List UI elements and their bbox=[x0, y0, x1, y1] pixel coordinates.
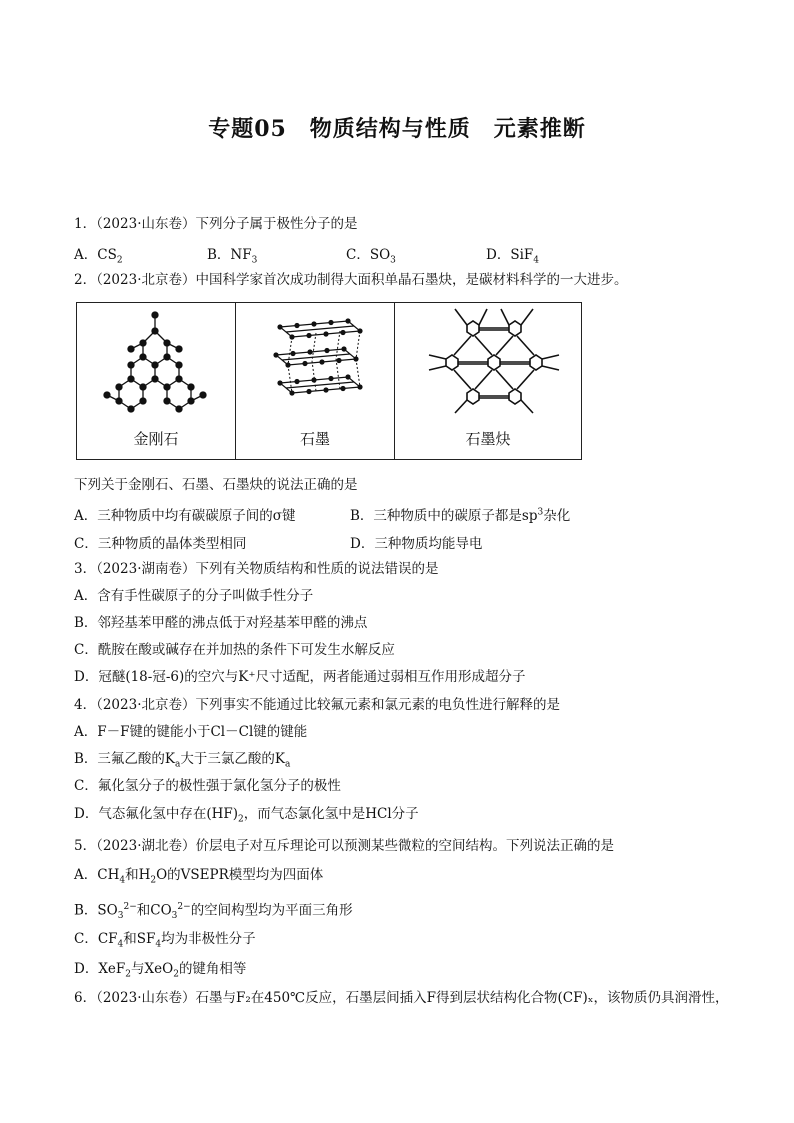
q2-option-d[interactable]: D．三种物质均能导电 bbox=[350, 536, 483, 552]
graphdiyne-caption: 石墨炔 bbox=[465, 430, 511, 448]
q3-option-a[interactable]: A．含有手性碳原子的分子叫做手性分子 bbox=[74, 588, 314, 604]
q1-option-b[interactable]: B．$NF_3$ bbox=[207, 247, 258, 266]
q3-option-d[interactable]: D．冠醚(18-冠-6)的空穴与K⁺尺寸适配，两者能通过弱相互作用形成超分子 bbox=[74, 669, 526, 685]
graphite-panel bbox=[236, 303, 395, 459]
q2-option-a[interactable]: A．三种物质中均有碳碳原子间的σ键 bbox=[74, 508, 296, 524]
q4-option-d[interactable]: D．气态氟化氢中存在$(HF)_2$，而气态氯化氢中是HCl分子 bbox=[74, 806, 419, 825]
q2-option-b[interactable]: B．三种物质中的碳原子都是$sp^3$杂化 bbox=[350, 507, 571, 524]
q3-option-c[interactable]: C．酰胺在酸或碱存在并加热的条件下可发生水解反应 bbox=[74, 642, 395, 658]
q5-option-b[interactable]: B．$SO_3^{2-}$和$CO_3^{2-}$的空间构型均为平面三角形 bbox=[74, 902, 353, 922]
q4-option-a[interactable]: A．F－F键的键能小于Cl－Cl键的键能 bbox=[74, 724, 308, 740]
graphite-caption: 石墨 bbox=[299, 430, 330, 448]
question-6-stem: 6．（2023·山东卷）石墨与F₂在450℃反应，石墨层间插入F得到层状结构化合物(CF)ₓ，该物质仍具润滑性， bbox=[74, 990, 729, 1006]
graphdiyne-panel bbox=[395, 303, 581, 459]
carbon-allotropes-figure bbox=[76, 302, 582, 460]
q1-option-d[interactable]: D．SiF$_4$ bbox=[486, 247, 539, 266]
graphite-structure-image bbox=[236, 303, 394, 413]
question-2-stem: 2．（2023·北京卷）中国科学家首次成功制得大面积单晶石墨炔，是碳材料科学的一大进步。 bbox=[74, 272, 628, 288]
q3-option-b[interactable]: B．邻羟基苯甲醛的沸点低于对羟基苯甲醛的沸点 bbox=[74, 615, 368, 631]
question-3-stem: 3．（2023·湖南卷）下列有关物质结构和性质的说法错误的是 bbox=[74, 561, 439, 577]
q1-option-a[interactable]: A．$CS_2$ bbox=[74, 247, 123, 266]
page-title: 专题05 物质结构与性质 元素推断 bbox=[208, 116, 586, 142]
q2-option-c[interactable]: C．三种物质的晶体类型相同 bbox=[74, 536, 247, 552]
graphdiyne-structure-image bbox=[395, 303, 581, 415]
question-5-stem: 5．（2023·湖北卷）价层电子对互斥理论可以预测某些微粒的空间结构。下列说法正确的是 bbox=[74, 838, 614, 854]
question-1-stem: 1．（2023·山东卷）下列分子属于极性分子的是 bbox=[74, 216, 358, 232]
q5-option-a[interactable]: A．$CH_4$和$H_2O$的VSEPR模型均为四面体 bbox=[74, 867, 324, 886]
q4-option-b[interactable]: B．三氟乙酸的$K_a$大于三氯乙酸的$K_a$ bbox=[74, 751, 291, 770]
q5-option-d[interactable]: D．XeF$_2$与XeO$_2$的键角相等 bbox=[74, 961, 247, 980]
q5-option-c[interactable]: C．$CF_4$和$SF_4$均为非极性分子 bbox=[74, 931, 256, 950]
diamond-panel bbox=[77, 303, 236, 459]
question-4-stem: 4．（2023·北京卷）下列事实不能通过比较氟元素和氯元素的电负性进行解释的是 bbox=[74, 697, 560, 713]
q1-option-c[interactable]: C．$SO_3$ bbox=[346, 247, 396, 266]
question-2-lead: 下列关于金刚石、石墨、石墨炔的说法正确的是 bbox=[74, 477, 358, 493]
q4-option-c[interactable]: C．氟化氢分子的极性强于氯化氢分子的极性 bbox=[74, 778, 341, 794]
diamond-structure-image bbox=[77, 303, 235, 423]
diamond-caption: 金刚石 bbox=[133, 430, 179, 448]
